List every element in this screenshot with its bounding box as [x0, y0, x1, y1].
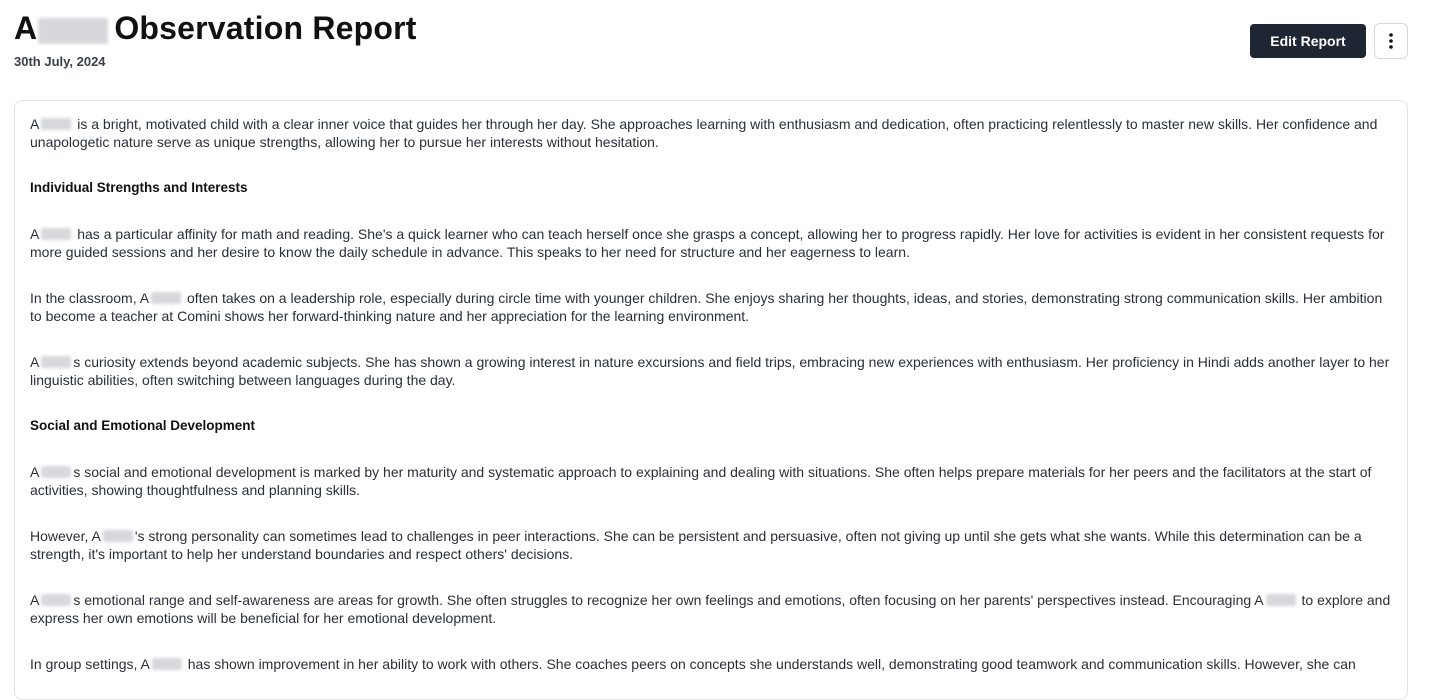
edit-report-button[interactable]: Edit Report [1250, 24, 1366, 58]
section-heading: Individual Strengths and Interests [30, 180, 248, 195]
kebab-vertical-icon [1389, 33, 1393, 49]
report-paragraph: A s curiosity extends beyond academic subjects. She has shown a growing interest in nature excursions and field trips, embracing new experiences with enthusiasm. Her proficiency in Hindi adds another layer to her linguistic abilities, often switching between languages during the day. [30, 354, 1390, 388]
redacted-name [41, 594, 71, 606]
redacted-name [151, 292, 181, 304]
page-title [14, 6, 417, 50]
title-text: Observation Report [114, 10, 417, 46]
report-paragraph: In group settings, A has shown improvement in her ability to work with others. She coaches peers on concepts she understands well, demonstrating good teamwork and communication skills. However, she can [30, 656, 1356, 672]
redacted-name [38, 18, 108, 44]
redacted-name [1266, 594, 1296, 606]
report-paragraph: In the classroom, A often takes on a leadership role, especially during circle time with younger children. She enjoys sharing her thoughts, ideas, and stories, demonstrating strong communication skills. Her ambition to become a teacher at Comini shows her forward-thinking nature and her appreciation for the learning environment. [30, 290, 1383, 324]
report-paragraph: A s social and emotional development is marked by her maturity and systematic approach to explaining and dealing with situations. She often helps prepare materials for her peers and the facilitators at the start of activities, showing thoughtfulness and planning skills. [30, 464, 1372, 498]
section-heading: Social and Emotional Development [30, 418, 256, 433]
redacted-name [152, 658, 182, 670]
report-paragraph: However, A 's strong personality can sometimes lead to challenges in peer interactions. She can be persistent and persuasive, often not giving up until she gets what she wants. While this determination can be a strength, it's important to help her understand boundaries and respect others' decisions. [30, 528, 1362, 562]
report-paragraph: A is a bright, motivated child with a clear inner voice that guides her through her day. She approaches learning with enthusiasm and dedication, often practicing relentlessly to master new skills. Her confidence and unapologetic nature serve as unique strengths, allowing her to pursue her interests without hesitation. [30, 116, 1378, 150]
report-date: 30th July, 2024 [14, 54, 106, 69]
redacted-name [41, 228, 71, 240]
title-initial: A [14, 10, 38, 46]
redacted-name [41, 118, 71, 130]
report-paragraph: A has a particular affinity for math and reading. She's a quick learner who can teach herself once she grasps a concept, allowing her to progress rapidly. Her love for activities is evident in her consistent requests for more guided sessions and her desire to know the daily schedule in advance. This speaks to her need for structure and her eagerness to learn. [30, 226, 1385, 260]
report-body-card [14, 100, 1408, 700]
more-options-button[interactable] [1374, 23, 1408, 59]
redacted-name [103, 530, 133, 542]
report-paragraph: A s emotional range and self-awareness are areas for growth. She often struggles to recognize her own feelings and emotions, often focusing on her parents' perspectives instead. Encouraging A to explore and express her own emotions will be beneficial for her emotional development. [30, 592, 1391, 626]
redacted-name [41, 466, 71, 478]
redacted-name [41, 356, 71, 368]
report-header [14, 6, 417, 69]
